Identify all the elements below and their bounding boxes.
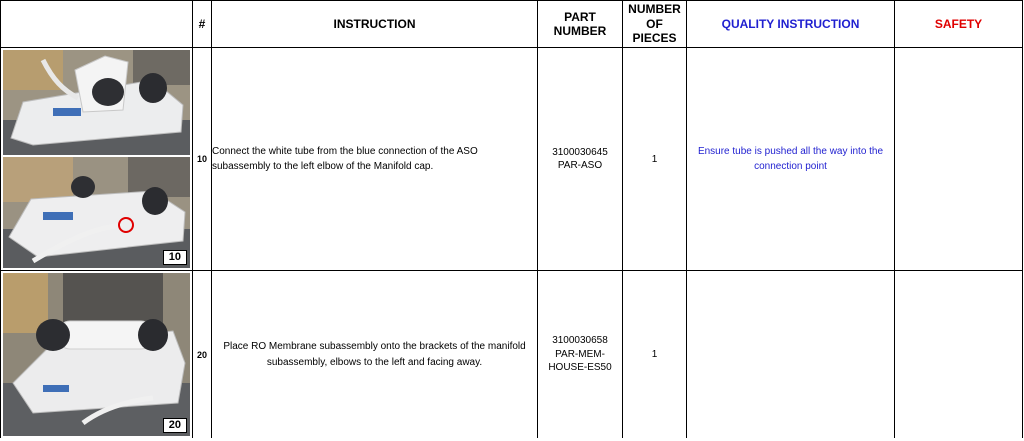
- safety-cell: [895, 271, 1023, 439]
- part-number-cell: [538, 271, 623, 439]
- table-row: [1, 48, 1023, 271]
- quality-instruction-cell: [687, 271, 895, 439]
- pieces-header-line: NUMBER: [628, 2, 681, 17]
- part-number-header-line: PART: [564, 9, 596, 24]
- part-number-cell: [538, 48, 623, 271]
- table-row: [1, 271, 1023, 439]
- pieces-cell: 1: [623, 48, 687, 271]
- pieces-cell: 1: [623, 271, 687, 439]
- step-image-cell: [1, 271, 193, 439]
- part-number-header-line: NUMBER: [553, 24, 607, 38]
- quality-instruction-header: QUALITY INSTRUCTION: [687, 1, 895, 48]
- safety-cell: [895, 48, 1023, 271]
- step-number: 10: [193, 48, 212, 271]
- quality-instruction-cell: Ensure tube is pushed all the way into the connection point: [687, 48, 895, 271]
- step-image-label: 20: [163, 418, 187, 433]
- part-number-line: 3100030658: [552, 335, 608, 347]
- part-number-line: 3100030645: [552, 146, 608, 158]
- step-number: 20: [193, 271, 212, 439]
- step-instruction: Connect the white tube from the blue connection of the ASO subassembly to the left elbow of the Manifold cap.: [212, 48, 538, 271]
- header-row: [1, 1, 1023, 48]
- step-photo: [3, 50, 190, 155]
- part-number-header: [538, 1, 623, 48]
- part-number-line: PAR-MEM-: [555, 348, 605, 360]
- safety-header: SAFETY: [895, 1, 1023, 48]
- part-number-line: HOUSE-ES50: [548, 362, 612, 374]
- manifold-photo-1: [3, 50, 190, 155]
- step-image-label: 10: [163, 250, 187, 265]
- step-photo: [3, 157, 190, 268]
- image-header: [1, 1, 193, 48]
- membrane-photo: [3, 273, 190, 436]
- pieces-header-line: PIECES: [632, 31, 677, 46]
- step-image-cell: [1, 48, 193, 271]
- step-instruction: Place RO Membrane subassembly onto the brackets of the manifold subassembly, elbows to the left and facing away.: [212, 271, 538, 439]
- pieces-header-line: OF: [646, 16, 663, 31]
- pieces-header: [623, 1, 687, 48]
- part-number-line: PAR-ASO: [557, 160, 603, 171]
- step-photo: [3, 273, 190, 436]
- instruction-header: INSTRUCTION: [212, 1, 538, 48]
- step-number-header: #: [193, 1, 212, 48]
